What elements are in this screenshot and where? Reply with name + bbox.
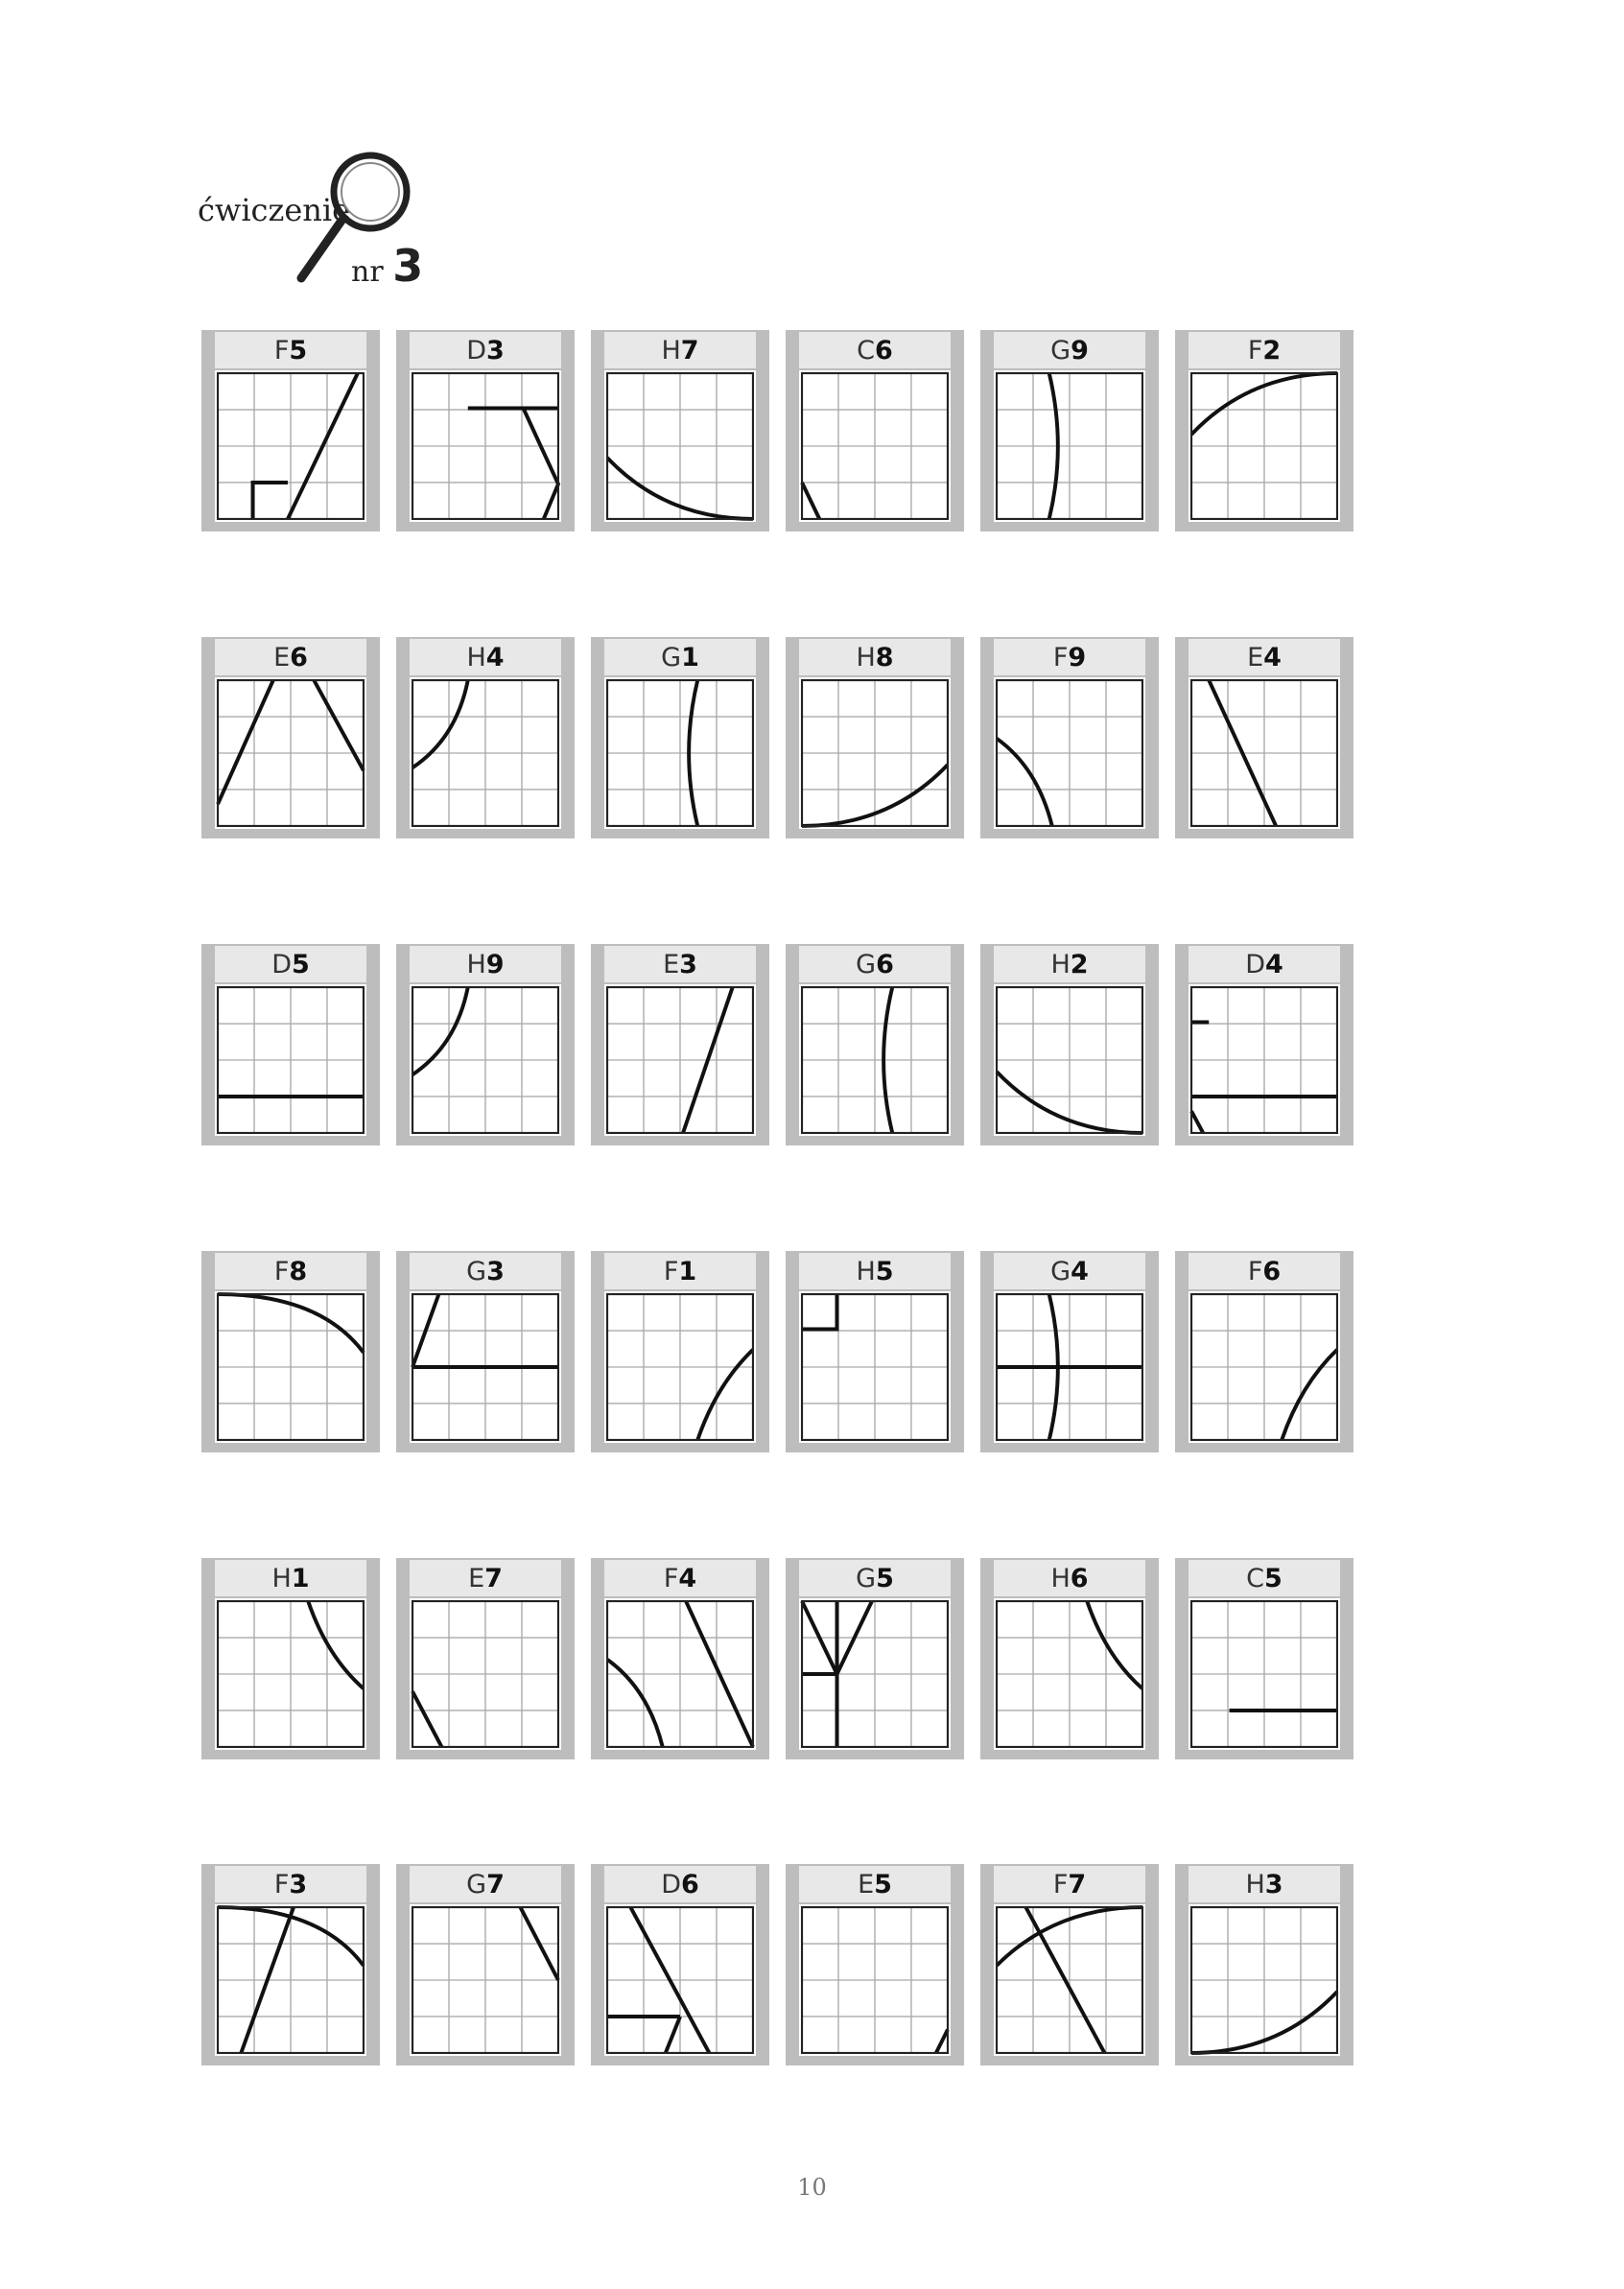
exercise-number: nr 3 bbox=[351, 240, 424, 292]
tile-label: H2 bbox=[994, 946, 1145, 982]
tile-grid-cell bbox=[604, 370, 756, 522]
tile bbox=[201, 944, 380, 1145]
tile-label: E7 bbox=[410, 1560, 561, 1596]
tile-drawing bbox=[1189, 370, 1340, 522]
tile bbox=[1175, 330, 1353, 531]
tile-grid-cell bbox=[410, 1904, 561, 2056]
tile bbox=[396, 1558, 575, 1759]
tile-label: F9 bbox=[994, 639, 1145, 675]
tile-grid-cell bbox=[215, 370, 366, 522]
tile-shape bbox=[666, 2017, 680, 2053]
tile-drawing bbox=[1189, 1904, 1340, 2056]
tile-drawing bbox=[410, 984, 561, 1136]
tile-drawing bbox=[799, 677, 951, 829]
exercise-word: ćwiczenie bbox=[198, 192, 351, 228]
tile-label: H9 bbox=[410, 946, 561, 982]
tile bbox=[786, 944, 964, 1145]
tile-drawing bbox=[410, 1598, 561, 1750]
tile-grid-cell bbox=[604, 984, 756, 1136]
tile-label: H8 bbox=[799, 639, 951, 675]
tile bbox=[591, 1558, 769, 1759]
tile-label: G9 bbox=[994, 332, 1145, 368]
tile-shape bbox=[218, 680, 273, 804]
tile bbox=[591, 637, 769, 838]
tile-label: D3 bbox=[410, 332, 561, 368]
page-number: 10 bbox=[797, 2174, 827, 2201]
tile-grid-cell bbox=[1189, 677, 1340, 829]
tile-drawing bbox=[1189, 1291, 1340, 1443]
tile bbox=[591, 944, 769, 1145]
tile-shape bbox=[1191, 1111, 1203, 1133]
tile-drawing bbox=[799, 370, 951, 522]
tile-label: G1 bbox=[604, 639, 756, 675]
tile-label: F4 bbox=[604, 1560, 756, 1596]
tile-shape bbox=[936, 2030, 948, 2053]
tile-grid-cell bbox=[215, 1291, 366, 1443]
tile bbox=[786, 1251, 964, 1452]
tile-shape bbox=[412, 1691, 441, 1747]
tile-grid-cell bbox=[994, 677, 1145, 829]
tile bbox=[786, 637, 964, 838]
tile-drawing bbox=[994, 1598, 1145, 1750]
tile bbox=[980, 1864, 1159, 2065]
tile-grid-cell bbox=[799, 1904, 951, 2056]
tile-grid-cell bbox=[1189, 1904, 1340, 2056]
tile-label: F2 bbox=[1189, 332, 1340, 368]
tile-label: H5 bbox=[799, 1253, 951, 1289]
tile-grid-cell bbox=[604, 1291, 756, 1443]
tile bbox=[201, 1558, 380, 1759]
tile-drawing bbox=[1189, 677, 1340, 829]
tile-label: G4 bbox=[994, 1253, 1145, 1289]
tile-grid-cell bbox=[604, 1598, 756, 1750]
tile bbox=[201, 637, 380, 838]
tile-label: D6 bbox=[604, 1866, 756, 1902]
tile bbox=[201, 1864, 380, 2065]
tile-drawing bbox=[215, 370, 366, 522]
tile-label: H3 bbox=[1189, 1866, 1340, 1902]
tile bbox=[396, 1864, 575, 2065]
tile-drawing bbox=[604, 984, 756, 1136]
tile-grid-cell bbox=[1189, 1598, 1340, 1750]
tile-grid-cell bbox=[215, 1904, 366, 2056]
tile-label: C5 bbox=[1189, 1560, 1340, 1596]
tile-grid-cell bbox=[410, 1291, 561, 1443]
tile-grid-cell bbox=[604, 677, 756, 829]
tile-label: F7 bbox=[994, 1866, 1145, 1902]
tile-shape bbox=[412, 680, 468, 767]
tile bbox=[201, 1251, 380, 1452]
tile-shape bbox=[412, 987, 468, 1074]
tile-grid-cell bbox=[994, 1904, 1145, 2056]
tile-grid-cell bbox=[994, 1291, 1145, 1443]
tile-grid-cell bbox=[215, 1598, 366, 1750]
tile bbox=[980, 637, 1159, 838]
tile-grid-cell bbox=[215, 984, 366, 1136]
tile-drawing bbox=[799, 1598, 951, 1750]
tile bbox=[786, 1864, 964, 2065]
tile-label: G3 bbox=[410, 1253, 561, 1289]
tile-drawing bbox=[410, 1904, 561, 2056]
tile-grid-cell bbox=[994, 984, 1145, 1136]
tile-grid-cell bbox=[410, 1598, 561, 1750]
tile bbox=[980, 330, 1159, 531]
tile-drawing bbox=[215, 677, 366, 829]
tile-drawing bbox=[604, 1291, 756, 1443]
tile-shape bbox=[1087, 1601, 1142, 1688]
tile bbox=[1175, 637, 1353, 838]
tile-grid-cell bbox=[994, 1598, 1145, 1750]
tile bbox=[1175, 1864, 1353, 2065]
tile bbox=[591, 330, 769, 531]
tile-grid-cell bbox=[410, 370, 561, 522]
exercise-header bbox=[198, 144, 447, 292]
tile bbox=[591, 1251, 769, 1452]
tile bbox=[591, 1864, 769, 2065]
tile-drawing bbox=[799, 984, 951, 1136]
tile bbox=[396, 637, 575, 838]
tile-label: D4 bbox=[1189, 946, 1340, 982]
tile-drawing bbox=[410, 677, 561, 829]
tile-label: F1 bbox=[604, 1253, 756, 1289]
tile-drawing bbox=[215, 984, 366, 1136]
tile-drawing bbox=[410, 1291, 561, 1443]
tile-label: F6 bbox=[1189, 1253, 1340, 1289]
tile bbox=[786, 1558, 964, 1759]
tile bbox=[396, 330, 575, 531]
tile bbox=[980, 1558, 1159, 1759]
tile-shape bbox=[253, 483, 288, 519]
tile bbox=[980, 944, 1159, 1145]
tile bbox=[1175, 1251, 1353, 1452]
tile bbox=[396, 1251, 575, 1452]
tile-shape bbox=[308, 1601, 364, 1688]
tile-drawing bbox=[994, 984, 1145, 1136]
tile-drawing bbox=[1189, 984, 1340, 1136]
tile-drawing bbox=[215, 1598, 366, 1750]
tile-shape bbox=[697, 1350, 753, 1440]
tile-shape bbox=[997, 739, 1052, 826]
tile-grid-cell bbox=[1189, 1291, 1340, 1443]
tile-grid-cell bbox=[799, 1598, 951, 1750]
tile-label: G7 bbox=[410, 1866, 561, 1902]
tile-drawing bbox=[994, 677, 1145, 829]
tile-drawing bbox=[799, 1904, 951, 2056]
tile-grid-cell bbox=[410, 677, 561, 829]
tile-label: H1 bbox=[215, 1560, 366, 1596]
tile-label: F5 bbox=[215, 332, 366, 368]
tile-drawing bbox=[215, 1291, 366, 1443]
tile-grid-cell bbox=[799, 677, 951, 829]
tile-label: H6 bbox=[994, 1560, 1145, 1596]
tile-shape bbox=[802, 1294, 836, 1329]
tile-drawing bbox=[994, 1291, 1145, 1443]
tile bbox=[201, 330, 380, 531]
tile-label: F8 bbox=[215, 1253, 366, 1289]
tile-grid-cell bbox=[215, 677, 366, 829]
tile-shape bbox=[802, 483, 819, 519]
tile-grid-cell bbox=[799, 370, 951, 522]
tile-drawing bbox=[994, 370, 1145, 522]
tile-label: D5 bbox=[215, 946, 366, 982]
tile bbox=[396, 944, 575, 1145]
tile-label: G6 bbox=[799, 946, 951, 982]
tile-grid-cell bbox=[1189, 370, 1340, 522]
tile-label: H4 bbox=[410, 639, 561, 675]
tile-drawing bbox=[604, 1904, 756, 2056]
tile-drawing bbox=[799, 1291, 951, 1443]
tile-grid-cell bbox=[1189, 984, 1340, 1136]
tile-shape bbox=[1282, 1350, 1337, 1440]
tile-drawing bbox=[994, 1904, 1145, 2056]
tile bbox=[1175, 944, 1353, 1145]
tile-shape bbox=[524, 409, 558, 519]
tile-shape bbox=[607, 1660, 663, 1747]
tile-label: F3 bbox=[215, 1866, 366, 1902]
tile-grid-cell bbox=[994, 370, 1145, 522]
tile bbox=[1175, 1558, 1353, 1759]
tile-label: C6 bbox=[799, 332, 951, 368]
tile-label: E3 bbox=[604, 946, 756, 982]
tile-drawing bbox=[604, 370, 756, 522]
tile-label: E4 bbox=[1189, 639, 1340, 675]
tile-label: G5 bbox=[799, 1560, 951, 1596]
tile-drawing bbox=[215, 1904, 366, 2056]
tile-grid-cell bbox=[799, 1291, 951, 1443]
tile-drawing bbox=[604, 677, 756, 829]
tile-shape bbox=[314, 680, 364, 770]
tile-drawing bbox=[604, 1598, 756, 1750]
tile bbox=[980, 1251, 1159, 1452]
tile-label: E5 bbox=[799, 1866, 951, 1902]
tile-grid-cell bbox=[410, 984, 561, 1136]
tile-label: H7 bbox=[604, 332, 756, 368]
tile-grid-cell bbox=[799, 984, 951, 1136]
tile-drawing bbox=[1189, 1598, 1340, 1750]
tile-label: E6 bbox=[215, 639, 366, 675]
tile bbox=[786, 330, 964, 531]
tile-grid-cell bbox=[604, 1904, 756, 2056]
tile-drawing bbox=[410, 370, 561, 522]
